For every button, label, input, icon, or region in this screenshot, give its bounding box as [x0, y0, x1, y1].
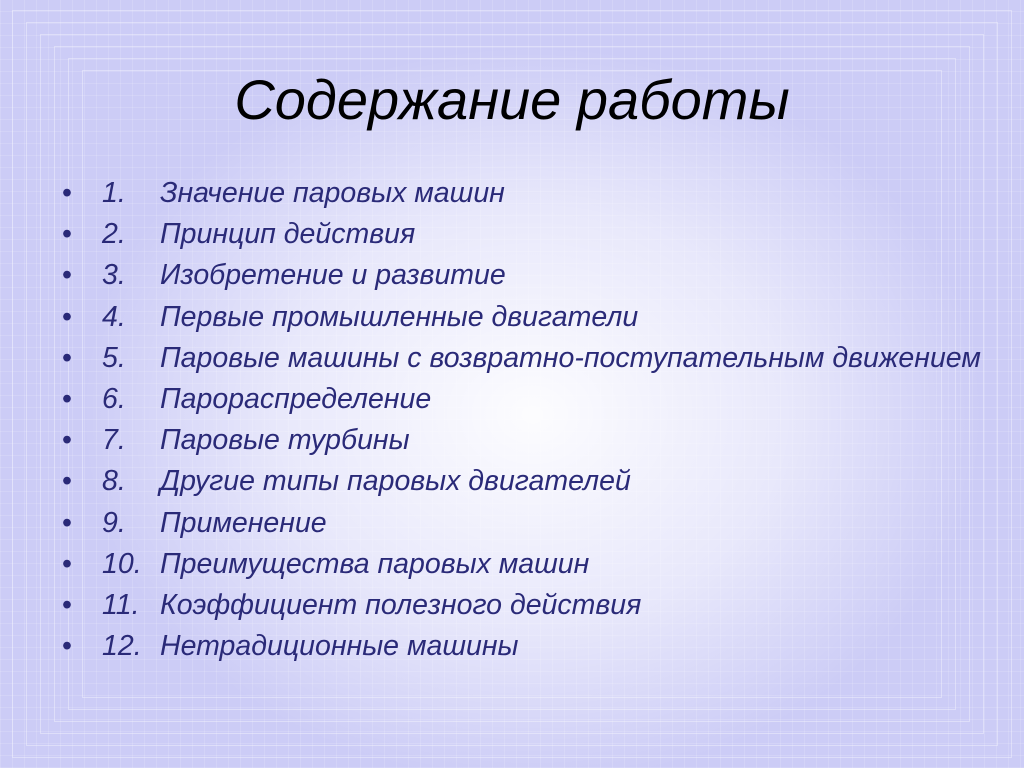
item-number: 10. — [102, 547, 142, 580]
bullet-icon: • — [62, 424, 72, 457]
item-number: 6. — [102, 382, 126, 415]
item-number: 9. — [102, 506, 126, 539]
item-text: Применение — [160, 506, 327, 539]
item-text: Преимущества паровых машин — [160, 547, 590, 580]
item-number: 7. — [102, 424, 126, 457]
item-text: Изобретение и развитие — [160, 259, 506, 292]
item-text: Принцип действия — [160, 218, 416, 251]
list-item — [62, 258, 992, 292]
item-number: 11. — [102, 588, 140, 621]
item-text: Коэффициент полезного действия — [160, 588, 642, 621]
item-text: Другие типы паровых двигателей — [160, 465, 631, 498]
bullet-icon: • — [62, 177, 72, 209]
item-number: 2. — [102, 218, 126, 251]
item-number: 4. — [102, 300, 126, 333]
list-item — [62, 300, 992, 334]
item-number: 8. — [102, 465, 126, 498]
bullet-icon: • — [62, 547, 72, 580]
bullet-icon: • — [62, 465, 72, 498]
item-text: Парораспределение — [160, 382, 432, 415]
list-item — [62, 217, 992, 251]
item-number: 12. — [102, 630, 142, 663]
list-item — [62, 176, 992, 210]
bullet-icon: • — [62, 506, 72, 539]
bullet-icon: • — [62, 300, 72, 333]
item-number: 1. — [102, 177, 126, 209]
item-text: Значение паровых машин — [160, 177, 505, 209]
item-text: Нетрадиционные машины — [160, 630, 519, 663]
item-text: Паровые машины с возвратно-поступательным движением — [160, 341, 981, 374]
item-text: Первые промышленные двигатели — [160, 300, 639, 333]
table-of-contents-list — [62, 176, 992, 670]
list-item — [62, 506, 992, 540]
item-number: 3. — [102, 259, 126, 292]
list-item — [62, 423, 992, 457]
list-item — [62, 382, 992, 416]
item-text: Паровые турбины — [160, 424, 410, 457]
bullet-icon: • — [62, 341, 72, 374]
bullet-icon: • — [62, 588, 72, 621]
slide-title: Содержание работы — [234, 68, 790, 131]
bullet-icon: • — [62, 630, 72, 663]
list-item — [62, 588, 992, 622]
list-item — [62, 629, 992, 663]
list-item — [62, 341, 992, 375]
list-item — [62, 547, 992, 581]
list-item — [62, 464, 992, 498]
bullet-icon: • — [62, 259, 72, 292]
bullet-icon: • — [62, 382, 72, 415]
item-number: 5. — [102, 341, 126, 374]
bullet-icon: • — [62, 218, 72, 251]
